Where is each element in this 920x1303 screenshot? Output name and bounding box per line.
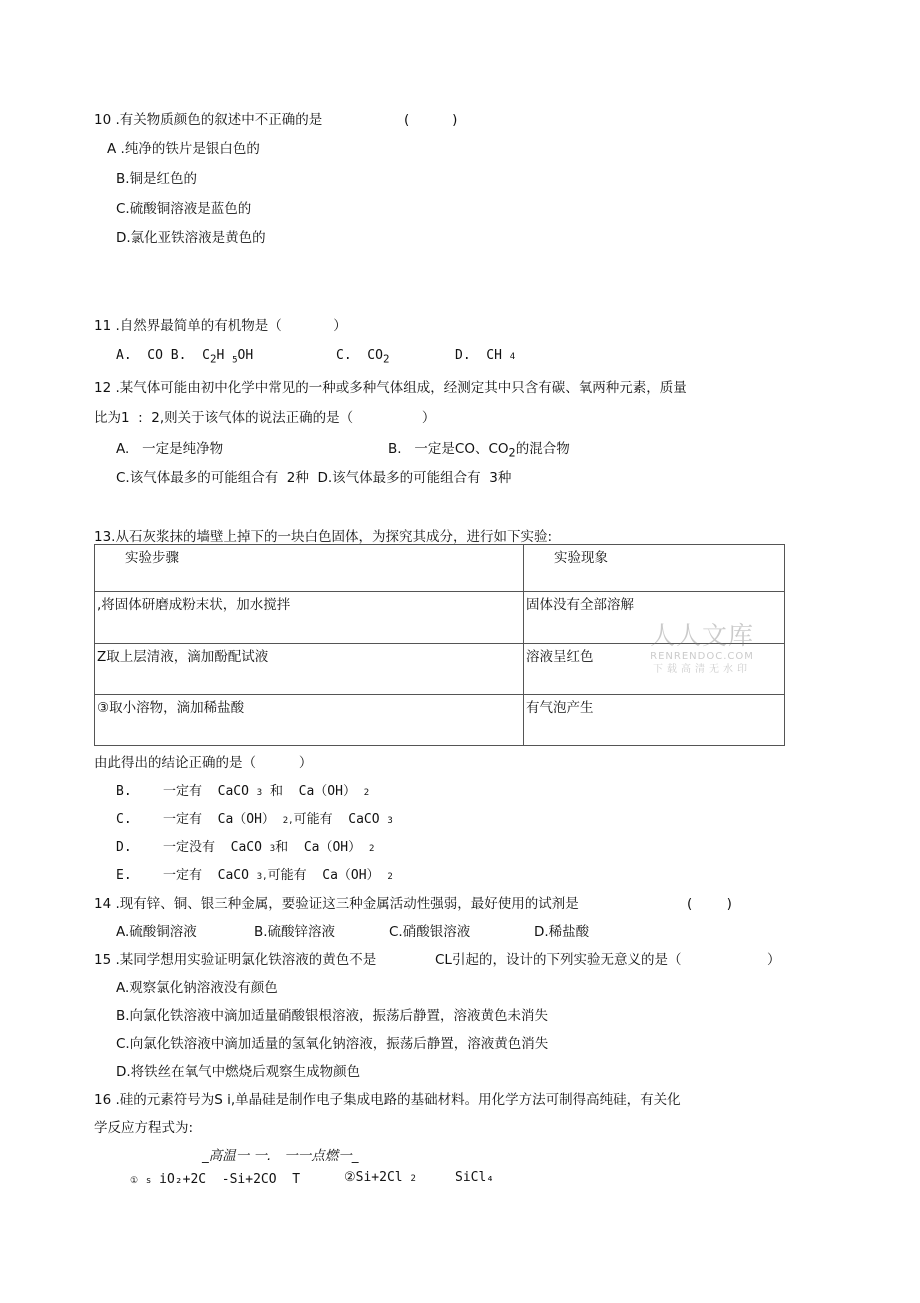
q14-answer-paren: ( ) [687, 896, 732, 912]
q11-option-d: D. CH 4 [455, 348, 516, 363]
q14-stem: 14 .现有锌、铜、银三种金属，要验证这三种金属活动性强弱，最好使用的试剂是 [94, 896, 579, 912]
q10-answer-paren: ( ) [404, 112, 458, 128]
q13-option-c: C. 一定有 Ca（OH） 2,可能有 CaCO 3 [116, 812, 393, 827]
q11-option-a: A. CO [116, 348, 163, 363]
table-header-step: 实验步骤 [95, 545, 524, 592]
q13-option-e: E. 一定有 CaCO 3,可能有 Ca（OH） 2 [116, 868, 393, 883]
watermark-title: 人人文库 [650, 621, 755, 650]
q10-option-d: D.氯化亚铁溶液是黄色的 [116, 230, 266, 246]
q12-stem-line2: 比为1 : 2,则关于该气体的说法正确的是（ ） [94, 410, 436, 426]
q12-option-a: A. 一定是纯净物 [116, 441, 224, 457]
q15-answer-paren-close: ） [767, 952, 781, 968]
q11-option-c: C. $CO_2$ [336, 348, 390, 366]
q14-option-d: D.稀盐酸 [534, 924, 590, 940]
q10-option-a: A .纯净的铁片是银白色的 [107, 141, 260, 157]
watermark [650, 622, 754, 676]
q16-stem-line2: 学反应方程式为: [94, 1120, 194, 1136]
table-row: Z取上层清液，滴加酚配试液 溶液呈红色 [95, 644, 785, 695]
q10-option-c: C.硫酸铜溶液是蓝色的 [116, 201, 252, 217]
table-row: ③取小溶物，滴加稀盐酸 有气泡产生 [95, 695, 785, 746]
q14-option-a: A.硫酸铜溶液 [116, 924, 197, 940]
watermark-url: RENRENDOC.COM [650, 651, 754, 662]
table-header-result: 实验现象 [524, 545, 785, 592]
q13-conclusion: 由此得出的结论正确的是（ ） [94, 755, 313, 771]
q15-option-b: B.向氯化铁溶液中滴加适量硝酸银根溶液，振荡后静置，溶液黄色未消失 [116, 1008, 549, 1024]
table-row: ,将固体研磨成粉末状，加水搅拌 固体没有全部溶解 [95, 592, 785, 644]
q16-stem-line1: 16 .硅的元素符号为S i,单晶硅是制作电子集成电路的基础材料。用化学方法可制得高纯硅，有关化 [94, 1092, 681, 1108]
q14-option-b: B.硫酸锌溶液 [254, 924, 336, 940]
q11-options: A. CO B. $C_2H$ $_5$OH [116, 348, 254, 366]
q16-reaction-conditions: _高温一 一. 一一点燃一_ [202, 1148, 359, 1164]
q15-option-d: D.将铁丝在氧气中燃烧后观察生成物颜色 [116, 1064, 361, 1080]
q12-option-b: B. 一定是CO、$CO_2$的混合物 [388, 441, 570, 460]
table-header-row [95, 545, 785, 592]
q11-stem: 11 .自然界最简单的有机物是（ ） [94, 318, 347, 334]
q13-stem: 13.从石灰浆抹的墙壁上掉下的一块白色固体，为探究其成分，进行如下实验: [94, 529, 553, 545]
q14-option-c: C.硝酸银溶液 [389, 924, 471, 940]
q13-option-b: B. 一定有 CaCO 3 和 Ca（OH） 2 [116, 784, 370, 799]
q12-options-cd: C.该气体最多的可能组合有 2种 D.该气体最多的可能组合有 3种 [116, 470, 512, 486]
q15-stem: 15 .某同学想用实验证明氯化铁溶液的黄色不是 [94, 952, 377, 968]
q16-equation-2-product: SiCl₄ [455, 1170, 495, 1185]
q12-stem-line1: 12 .某气体可能由初中化学中常见的一种或多种气体组成，经测定其中只含有碳、氧两种元素，质量 [94, 380, 687, 396]
watermark-slogan: 下载高清无水印 [653, 664, 751, 675]
q16-equation-1: ① s iO₂+2C -Si+2CO T [130, 1172, 301, 1187]
q16-equation-2: ②Si+2Cl 2 [344, 1170, 416, 1185]
q10-stem: 10 .有关物质颜色的叙述中不正确的是 [94, 112, 323, 128]
q15-stem-cont: CL引起的，设计的下列实验无意义的是（ [435, 952, 682, 968]
q13-option-d: D. 一定没有 CaCO 3和 Ca（OH） 2 [116, 840, 375, 855]
q10-option-b: B.铜是红色的 [116, 171, 198, 187]
q15-option-a: A.观察氯化钠溶液没有颜色 [116, 980, 278, 996]
q15-option-c: C.向氯化铁溶液中滴加适量的氢氧化钠溶液，振荡后静置，溶液黄色消失 [116, 1036, 549, 1052]
